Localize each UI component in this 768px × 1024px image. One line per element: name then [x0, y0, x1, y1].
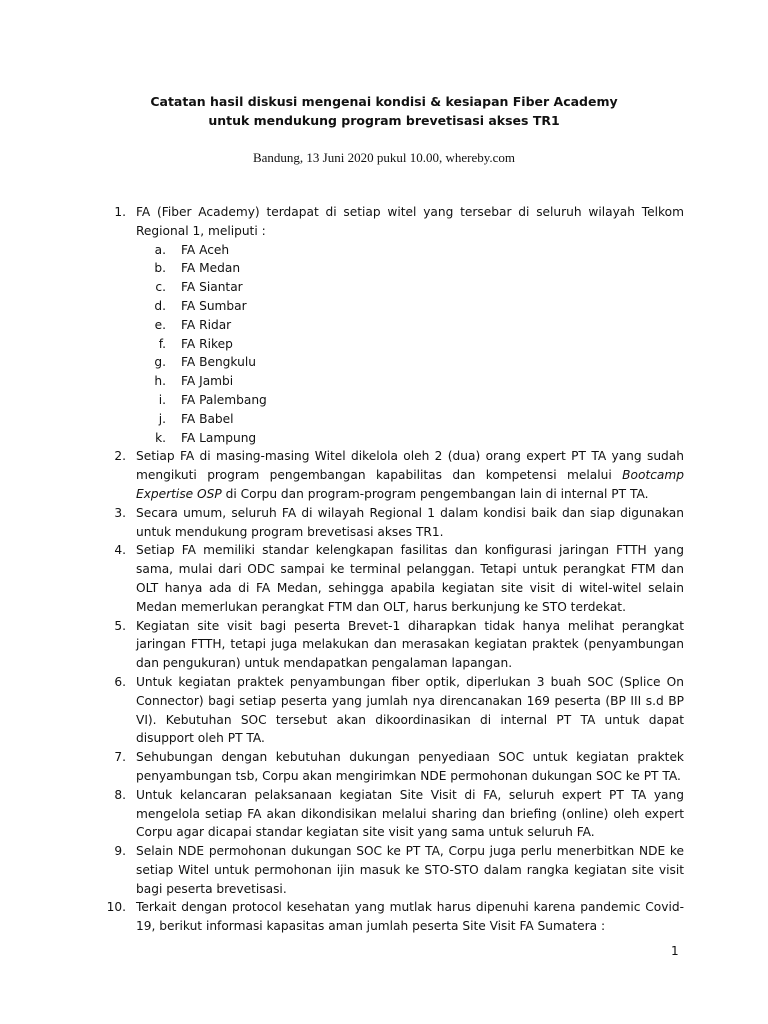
list-number: 9. [114, 844, 126, 859]
list-item-5 [96, 617, 684, 673]
list-number: 1. [114, 205, 126, 219]
list-text: Setiap FA di masing-masing Witel dikelola oleh 2 (dua) orang expert PT TA yang sudah mengikuti program pengembangan kapabilitas dan kompetensi melalui [136, 449, 684, 483]
list-number: 8. [114, 787, 126, 802]
sub-list [136, 241, 684, 448]
list-item-10 [96, 898, 684, 936]
page-number: 1 [671, 944, 679, 958]
list-text: Terkait dengan protocol kesehatan yang mutlak harus dipenuhi karena pandemic Covid-19, berikut informasi kapasitas aman jumlah peserta Site Visit FA Sumatera : [136, 900, 684, 934]
sub-list-item [136, 259, 684, 278]
list-item-9 [96, 842, 684, 898]
list-item-7 [96, 748, 684, 786]
sub-text: FA Rikep [181, 336, 233, 351]
list-number: 5. [114, 618, 126, 633]
sub-text: FA Jambi [181, 374, 234, 389]
list-number: 4. [114, 543, 126, 558]
sub-text: FA Medan [181, 261, 241, 276]
title-line-2: untuk mendukung program brevetisasi akses TR1 [208, 113, 560, 128]
sub-list-item [136, 429, 684, 448]
list-number: 6. [114, 674, 126, 689]
sub-letter: b. [154, 261, 166, 276]
sub-letter: k. [155, 430, 166, 445]
list-item-2 [96, 447, 684, 503]
sub-letter: e. [154, 317, 166, 332]
sub-list-item [136, 391, 684, 410]
list-text-emphasis: Bootcamp Expertise OSP [136, 468, 684, 501]
sub-letter: i. [158, 392, 166, 407]
document-title [0, 92, 768, 130]
list-item-4 [96, 541, 684, 616]
sub-text: FA Aceh [181, 242, 230, 257]
list-item-3 [96, 504, 684, 542]
sub-letter: f. [158, 336, 166, 351]
list-number: 3. [114, 505, 126, 520]
sub-letter: a. [154, 242, 166, 257]
sub-text: FA Bengkulu [181, 355, 256, 370]
list-text: Kegiatan site visit bagi peserta Brevet-1 diharapkan tidak hanya melihat perangkat jaringan FTTH, tetapi juga melakukan dan merasakan kegiatan praktek (penyambungan dan pengukuran) untuk mendapatkan pengalaman lapangan. [136, 618, 684, 671]
list-number: 7. [114, 750, 126, 765]
list-text: Secara umum, seluruh FA di wilayah Regional 1 dalam kondisi baik dan siap digunakan untuk mendukung program brevetisasi akses TR1. [136, 505, 684, 539]
sub-letter: g. [154, 355, 166, 370]
title-line-1: Catatan hasil diskusi mengenai kondisi & kesiapan Fiber Academy [150, 94, 618, 109]
list-number: 10. [106, 900, 126, 915]
document-subtitle: Bandung, 13 Juni 2020 pukul 10.00, whereby.com [252, 150, 516, 165]
list-text: Setiap FA memiliki standar kelengkapan fasilitas dan konfigurasi jaringan FTTH yang sama, mulai dari ODC sampai ke terminal pelanggan. Tetapi untuk perangkat FTM dan OLT hanya ada di FA Medan, sehingga apabila kegiatan site visit di witel-witel selain Medan memerlukan perangkat FTM dan OLT, harus berkunjung ke STO terdekat. [136, 543, 684, 614]
sub-list-item [136, 316, 684, 335]
sub-list-item [136, 410, 684, 429]
list-item-1 [96, 203, 684, 447]
sub-text: FA Lampung [181, 430, 257, 445]
list-text: Sehubungan dengan kebutuhan dukungan penyediaan SOC untuk kegiatan praktek penyambungan tsb, Corpu akan mengirimkan NDE permohonan dukungan SOC ke PT TA. [136, 750, 684, 783]
sub-list-item [136, 353, 684, 372]
list-text: di Corpu dan program-program pengembangan lain di internal PT TA. [221, 486, 649, 501]
sub-letter: c. [155, 280, 166, 295]
sub-text: FA Babel [181, 411, 234, 426]
sub-letter: d. [154, 298, 166, 313]
list-text: Untuk kelancaran pelaksanaan kegiatan Site Visit di FA, seluruh expert PT TA yang mengelola setiap FA akan dikondisikan melalui sharing dan briefing (online) oleh expert Corpu agar dicapai standar kegiatan site visit yang sama untuk seluruh FA. [136, 787, 684, 840]
sub-text: FA Ridar [181, 317, 232, 332]
sub-text: FA Palembang [181, 392, 267, 407]
sub-text: FA Sumbar [181, 298, 247, 313]
list-text: Selain NDE permohonan dukungan SOC ke PT TA, Corpu juga perlu menerbitkan NDE ke setiap Witel untuk permohonan ijin masuk ke STO-STO dalam rangka kegiatan site visit bagi peserta brevetisasi. [136, 844, 684, 896]
sub-list-item [136, 335, 684, 354]
list-item-8 [96, 786, 684, 842]
list-text: FA (Fiber Academy) terdapat di setiap witel yang tersebar di seluruh wilayah Telkom Regional 1, meliputi : [136, 205, 684, 238]
list-number: 2. [114, 449, 126, 464]
sub-list-item [136, 241, 684, 260]
sub-letter: j. [158, 411, 166, 426]
sub-text: FA Siantar [181, 280, 243, 295]
sub-list-item [136, 372, 684, 391]
list-item-6 [96, 673, 684, 748]
sub-list-item [136, 278, 684, 297]
sub-letter: h. [154, 374, 166, 389]
list-text: Untuk kegiatan praktek penyambungan fiber optik, diperlukan 3 buah SOC (Splice On Connector) bagi setiap peserta yang jumlah nya direncanakan 169 peserta (BP III s.d BP VI). Kebutuhan SOC tersebut akan dikoordinasikan di internal PT TA untuk dapat disupport oleh PT TA. [136, 674, 684, 746]
sub-list-item [136, 297, 684, 316]
numbered-list [96, 203, 684, 936]
